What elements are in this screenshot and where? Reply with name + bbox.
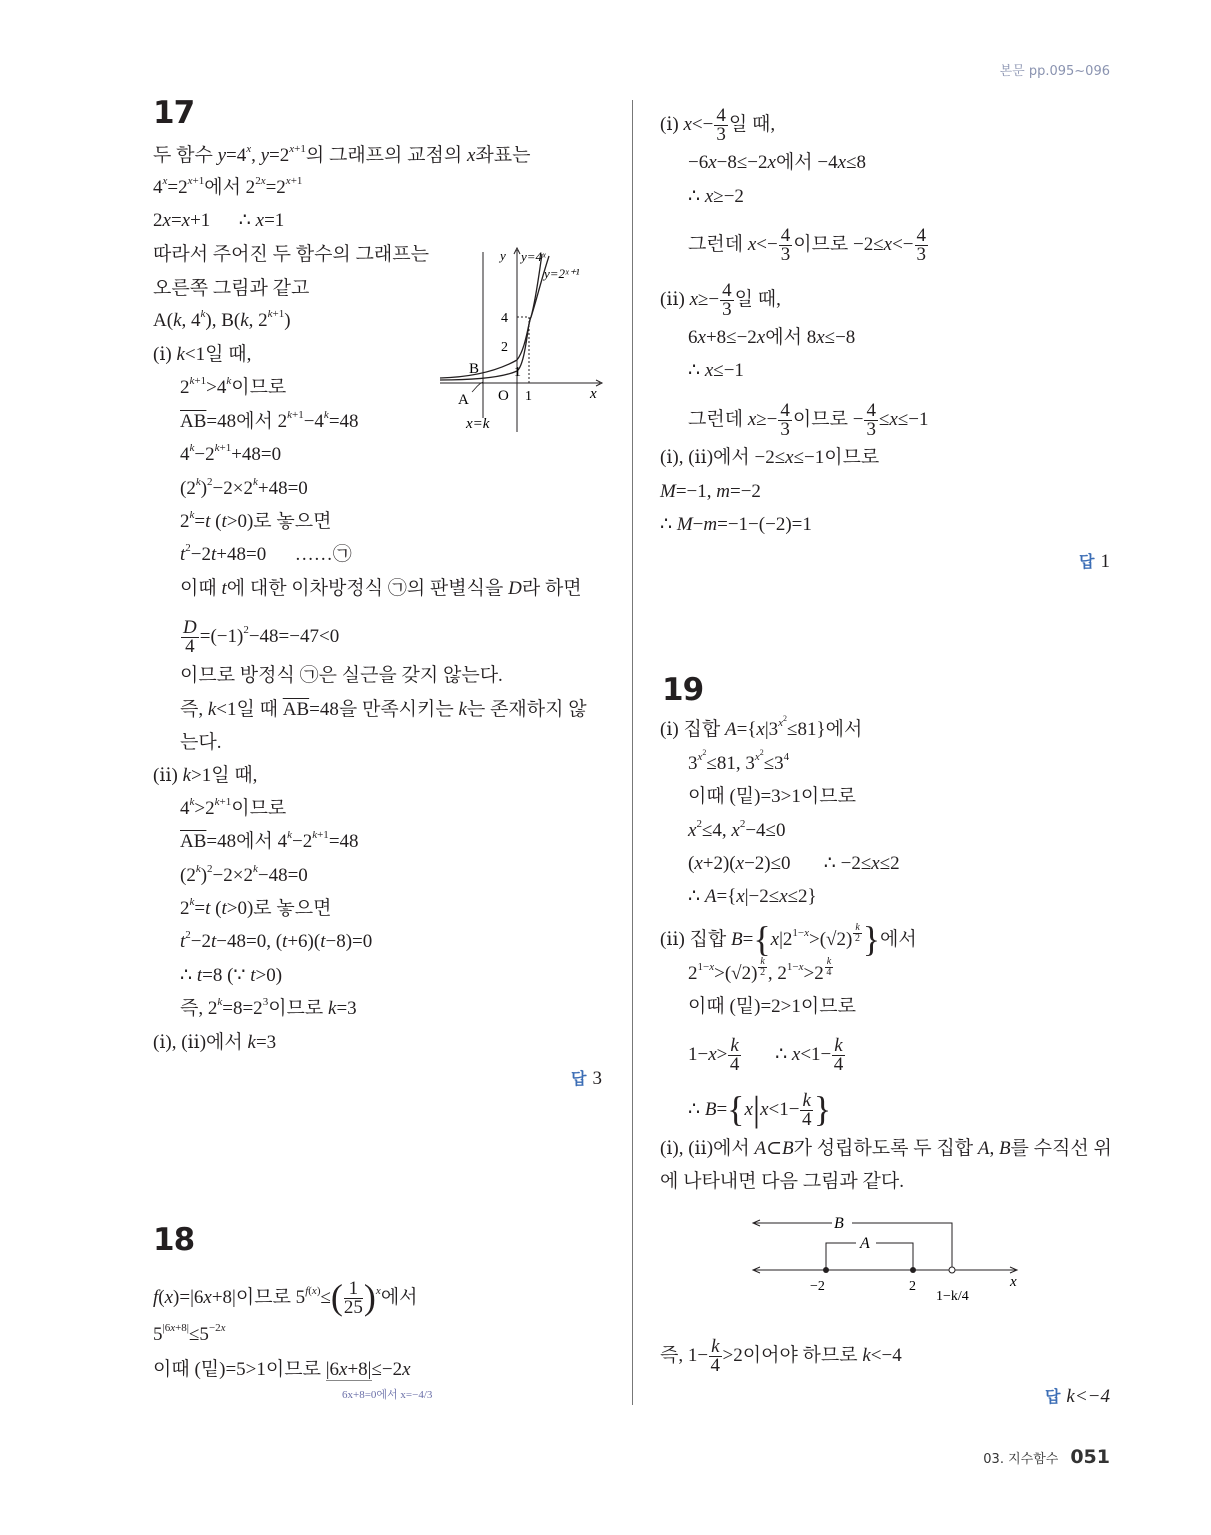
origin-label: O [498,388,509,404]
side-note: 6x+8=0에서 x=−4/3 [342,1389,433,1401]
solution-line: $t^2-2t+48=0$ ……㉠ [180,542,352,565]
solution-line: $2^{1-x}>(√2)$ $^{\frac{k}{2}}$ , $2^{1-x}>2$ $^{\frac{k}{4}}$ [688,956,832,985]
tick-1-x: 1 [525,389,532,404]
point-b-label: B [469,361,480,377]
solution-line: 2x=x+1 ∴ x=1 [153,210,285,231]
answer-17 [571,1066,602,1090]
page-range-header: 본문 pp.095~096 [999,64,1110,79]
solution-line: $(2^k)^2-2\times 2^k-48=0$ [180,863,308,886]
solution-line: $\frac{D}{4}$ $=(-1)^2-48=-47<0$ [183,617,340,657]
problem-19-number: 19 [662,672,704,708]
solution-line: $2^k=t$ (t>0)로 놓으면 [180,896,332,919]
solution-line: 에 나타내면 다음 그림과 같다. [660,1171,904,1192]
answer-label: 답 [571,1069,587,1088]
curve-2-label: y=2ˣ⁺¹ [544,266,580,281]
solution-line: $2^{k+1}>4^k$이므로 [180,375,287,398]
solution-line: 1−x> $\frac{k}{4}$ ∴ x<1− $\frac{k}{4}$ [688,1035,844,1075]
solution-line: 이때 (밑)=5>1이므로 |6x+8|≤−2x [153,1359,411,1380]
solution-line: 따라서 주어진 두 함수의 그래프는 [153,244,429,265]
solution-line: ∴ x≤−1 [688,360,744,381]
y-axis-label: y [500,248,506,263]
solution-line: (ⅰ), (ⅱ)에서 A⊂B가 성립하도록 두 집합 A, B를 수직선 위 [660,1138,1112,1159]
solution-line: $x^2\le 4$, $x^2-4\le 0$ [688,818,786,841]
solution-line: ∴ x≥−2 [688,186,744,207]
solution-line: $2^k=t$ (t>0)로 놓으면 [180,509,332,532]
solution-line: 즉, $2^k=8=2^3$이므로 k=3 [180,996,357,1019]
chapter-title: 03. 지수함수 [983,1452,1059,1467]
answer-value: 1 [1100,551,1110,572]
tick-2: 2 [501,340,508,355]
solution-line: $4^k-2^{k+1}+48=0$ [180,442,282,465]
solution-line: (x+2)(x−2)≤0 ∴ −2≤x≤2 [688,853,900,874]
solution-line: $5^{|6x+8|}\le 5^{-2x}$ [153,1322,226,1345]
solution-line: $4^x=2^{x+1}$에서 $2^{2x}=2^{x+1}$ [153,175,303,198]
solution-line: ∴ A={x|−2≤x≤2} [688,886,817,907]
column-divider [632,100,633,1405]
closed-point [910,1267,916,1273]
answer-value: 3 [592,1068,602,1089]
solution-line: ∴ M−m=−1−(−2)=1 [660,514,812,535]
solution-line: A(k, 4$^k$), B(k, $2^{k+1}$) [153,308,291,331]
page-footer [983,1446,1110,1468]
closed-point [823,1267,829,1273]
solution-line: (ⅰ) 집합 $A=\{x|3^{x^2}\le 81\}$에서 [660,714,863,740]
line-label: x=k [466,416,490,432]
answer-value: k<−4 [1066,1386,1110,1407]
set-b-bracket [754,1223,952,1267]
solution-line: −6x−8≤−2x에서 −4x≤8 [688,152,867,173]
solution-line: (ⅱ) k>1일 때, [153,765,258,786]
solution-line: 이므로 방정식 ㉠은 실근을 갖지 않는다. [180,665,503,686]
axis-label: x [1010,1274,1017,1290]
point-a-label: A [458,392,469,408]
number-line-diagram [748,1208,1028,1313]
solution-line: (ⅰ), (ⅱ)에서 k=3 [153,1032,277,1053]
solution-line: $(2^k)^2-2\times 2^k+48=0$ [180,476,308,499]
solution-line: 그런데 x≥− $\frac{4}{3}$ 이므로 − $\frac{4}{3}$ ≤x≤−1 [688,400,929,440]
tick-minus-2: −2 [810,1279,825,1294]
solution-line: 오른쪽 그림과 같고 [153,278,310,299]
solution-line: $3^{x^2}\le 81$, $3^{x^2}\le 3^4$ [688,748,790,774]
solution-line: ∴ t=8 (∵ t>0) [180,965,283,986]
exponential-graph [436,244,606,436]
tick-1-y: 1 [514,365,521,380]
solution-line: (ⅰ) k<1일 때, [153,344,252,365]
set-b-label: B [834,1215,844,1232]
tick-2: 2 [909,1279,916,1294]
solution-line: 이때 (밑)=2>1이므로 [688,996,856,1017]
curve-2-pow-x-plus-1 [440,256,549,378]
solution-line: 그런데 x<− $\frac{4}{3}$ 이므로 −2≤x<− $\frac{4}{3}$ [688,225,927,265]
problem-18-number: 18 [153,1222,195,1258]
solution-line: $4^k>2^{k+1}$이므로 [180,796,287,819]
solution-line: 이때 (밑)=3>1이므로 [688,786,856,807]
solution-line: 즉, k<1일 때 $\overline{AB}=48$을 만족시키는 k는 존재하지 않 [180,699,587,720]
solution-line: $t^2-2t-48=0$, (t+6)(t−8)=0 [180,929,373,952]
solution-line: 즉, 1− $\frac{k}{4}$ >2이어야 하므로 k<−4 [660,1336,902,1376]
solution-line: (ⅰ) x<− $\frac{4}{3}$ 일 때, [660,105,776,145]
answer-18 [1079,549,1110,573]
solution-line: (ⅱ) x≥− $\frac{4}{3}$ 일 때, [660,280,781,320]
answer-label: 답 [1079,552,1095,571]
tick-1-minus-k-over-4: 1−k/4 [936,1289,969,1304]
page-number: 051 [1070,1446,1110,1468]
open-point [949,1267,955,1273]
solution-line: (ⅰ), (ⅱ)에서 −2≤x≤−1이므로 [660,447,880,468]
answer-label: 답 [1044,1387,1061,1406]
curve-1-label: y=4ˣ [521,249,546,264]
solution-line: $\overline{AB}=48$에서 $2^{k+1}-4^k=48$ [180,409,359,432]
solution-line: 두 함수 $y=4^x$, $y=2^{x+1}$의 그래프의 교점의 x좌표는 [153,143,531,166]
solution-line: 는다. [180,732,222,753]
x-axis-label: x [590,386,597,402]
solution-line: M=−1, m=−2 [660,481,761,502]
problem-17-number: 17 [153,95,195,131]
tick-4: 4 [501,311,508,326]
solution-line: 6x+8≤−2x에서 8x≤−8 [688,327,856,348]
solution-line: f(x)=|6x+8|이므로 $5^{f(x)}\le$( $\frac{1}{25}$ )$^x$에서 [153,1276,418,1318]
solution-line: 이때 t에 대한 이차방정식 ㉠의 판별식을 D라 하면 [180,578,582,599]
solution-line: (ⅱ) 집합 $B=\{x|2^{1-x}>(√2)$ $^{\frac{k}{2}}$ }에서 [660,919,917,960]
solution-line: ∴ B={x|x<1− $\frac{k}{4}$ } [688,1088,832,1130]
answer-19 [1045,1384,1110,1408]
set-a-label: A [860,1235,870,1252]
solution-line: $\overline{AB}=48$에서 $4^k-2^{k+1}=48$ [180,829,359,852]
